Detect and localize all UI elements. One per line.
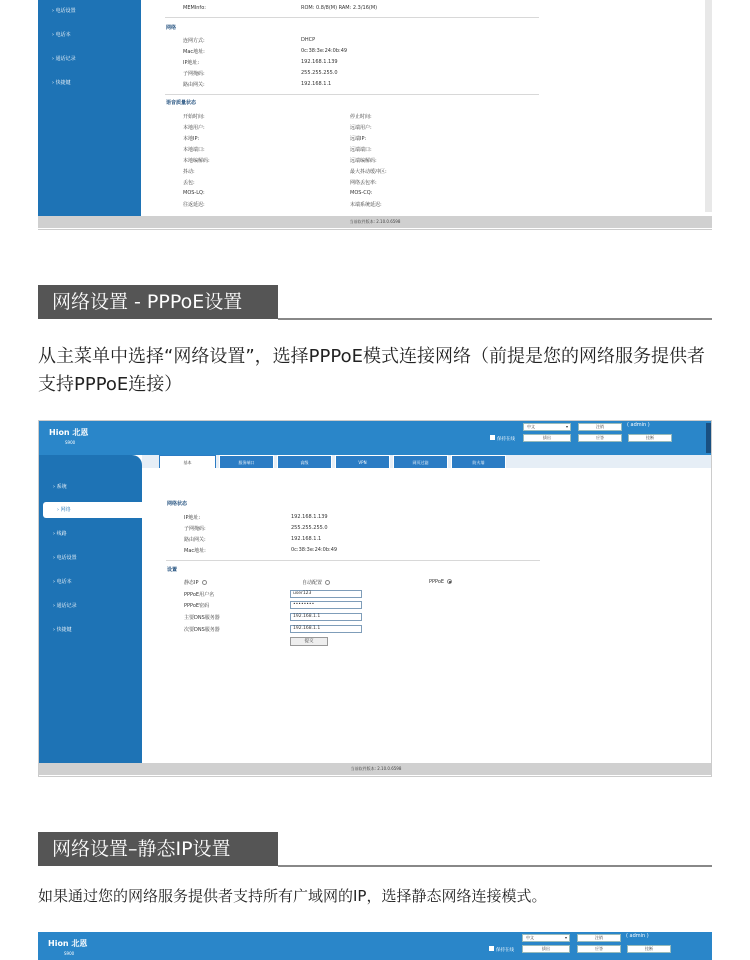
checkbox-icon bbox=[490, 435, 495, 440]
voice-right-label: 远端IP: bbox=[350, 136, 367, 142]
tab-advanced[interactable]: 高级 bbox=[277, 455, 332, 468]
net-label: Mac地址: bbox=[183, 49, 205, 55]
mem-label: MEMInfo: bbox=[183, 5, 206, 11]
tab-service-port[interactable]: 服务端口 bbox=[219, 455, 274, 468]
model-label: S900 bbox=[65, 440, 76, 445]
status-label: IP地址: bbox=[184, 515, 201, 521]
field-label: 主要DNS服务器 bbox=[184, 615, 220, 621]
tab-web-filter[interactable]: 网页过滤 bbox=[393, 455, 448, 468]
network-section-title: 网络 bbox=[166, 25, 177, 31]
voice-right-label: 远端用户: bbox=[350, 125, 372, 131]
sidebar-item-phone-settings[interactable]: › 电话设置 bbox=[53, 555, 77, 561]
voice-right-label: 最大抖动缓冲区: bbox=[350, 169, 387, 175]
status-value: 255.255.255.0 bbox=[291, 525, 328, 531]
radio-icon[interactable] bbox=[325, 580, 330, 585]
voice-left-label: 本地端口: bbox=[183, 147, 205, 153]
keep-online-checkbox[interactable]: 保持在线 bbox=[490, 435, 515, 442]
voice-right-label: 末端系统延迟: bbox=[350, 202, 382, 208]
pppoe-password-input[interactable]: •••••••• bbox=[290, 601, 362, 609]
section-desc-static-ip: 如果通过您的网络服务提供者支持所有广域网的IP，选择静态网络连接模式。 bbox=[38, 887, 547, 905]
section-title-static-ip: 网络设置–静态IP设置 bbox=[38, 832, 278, 866]
hangup-button[interactable]: 挂断 bbox=[628, 434, 672, 442]
sidebar bbox=[39, 455, 142, 763]
status-value: 0c:38:3e:24:0b:49 bbox=[291, 547, 338, 553]
checkbox-icon bbox=[489, 946, 494, 951]
status-value: 192.168.1.1 bbox=[291, 536, 322, 542]
voice-left-label: 往返延迟: bbox=[183, 202, 205, 208]
voice-right-label: 远端编解码: bbox=[350, 158, 377, 164]
status-screenshot bbox=[38, 0, 712, 230]
pppoe-username-input[interactable]: user123 bbox=[290, 590, 362, 598]
voice-right-label: 网络丢包率: bbox=[350, 180, 377, 186]
sidebar-item-call-log[interactable]: › 通话记录 bbox=[52, 56, 76, 62]
status-value: 192.168.1.139 bbox=[291, 514, 328, 520]
version-footer: 当前软件版本: 2.10.0.6598 bbox=[38, 216, 712, 228]
voice-left-label: MOS-LQ: bbox=[183, 190, 205, 196]
section-title-pppoe: 网络设置 - PPPoE设置 bbox=[38, 285, 278, 319]
admin-label: ( admin ) bbox=[627, 422, 650, 428]
net-label: 子网掩码: bbox=[183, 71, 205, 77]
status-label: 路由网关: bbox=[184, 537, 206, 543]
field-label: PPPoE用户名 bbox=[184, 592, 215, 598]
voice-left-label: 本地用户: bbox=[183, 125, 205, 131]
voice-right-label: 停止时间: bbox=[350, 114, 372, 120]
section-title-rule bbox=[278, 865, 712, 867]
settings-title: 设置 bbox=[167, 567, 178, 573]
radio-icon[interactable] bbox=[202, 580, 207, 585]
net-label: IP地址: bbox=[183, 60, 200, 66]
sidebar bbox=[38, 0, 141, 218]
voice-left-label: 本地IP: bbox=[183, 136, 200, 142]
sidebar-item-phonebook[interactable]: › 电话本 bbox=[52, 32, 71, 38]
submit-button[interactable]: 提交 bbox=[290, 637, 328, 646]
voice-right-label: MOS-CQ: bbox=[350, 190, 373, 196]
voice-left-label: 抖动: bbox=[183, 169, 195, 175]
net-value: 0c:38:3e:24:0b:49 bbox=[301, 48, 348, 54]
divider bbox=[166, 560, 540, 561]
status-label: Mac地址: bbox=[184, 548, 206, 554]
brand-logo: Hion 北恩 bbox=[49, 428, 89, 437]
chevron-down-icon: ▾ bbox=[564, 935, 567, 940]
sidebar-item-phonebook[interactable]: › 电话本 bbox=[53, 579, 72, 585]
brand-logo: Hion 北恩 bbox=[48, 939, 88, 948]
answer-button[interactable]: 应答 bbox=[577, 945, 621, 953]
net-value: 255.255.255.0 bbox=[301, 70, 338, 76]
answer-button[interactable]: 应答 bbox=[578, 434, 622, 442]
model-label: S900 bbox=[64, 951, 75, 956]
top-bar bbox=[38, 932, 712, 960]
voice-left-label: 丢包: bbox=[183, 180, 195, 186]
logout-button[interactable]: 注销 bbox=[577, 934, 621, 942]
divider bbox=[165, 17, 539, 18]
section-desc-pppoe: 从主菜单中选择“网络设置”，选择PPPoE模式连接网络（前提是您的网络服务提供者支持PPPoE连接） bbox=[38, 346, 705, 395]
language-select[interactable]: 中文 ▾ bbox=[522, 934, 570, 942]
tab-firewall[interactable]: 防火墙 bbox=[451, 455, 506, 468]
sidebar-item-call-log[interactable]: › 通话记录 bbox=[53, 603, 77, 609]
mode-dhcp-option[interactable]: 自动配置 bbox=[302, 579, 330, 586]
secondary-dns-input[interactable]: 192.168.1.1 bbox=[290, 625, 362, 633]
keep-online-checkbox[interactable]: 保持在线 bbox=[489, 946, 514, 953]
network-status-title: 网络状态 bbox=[167, 501, 188, 507]
logout-button[interactable]: 注销 bbox=[578, 423, 622, 431]
sidebar-item-phone-settings[interactable]: › 电话设置 bbox=[52, 8, 76, 14]
mode-pppoe-option[interactable]: PPPoE bbox=[429, 579, 452, 585]
admin-label: ( admin ) bbox=[626, 933, 649, 939]
radio-selected-icon[interactable] bbox=[447, 579, 452, 584]
net-value: DHCP bbox=[301, 37, 316, 43]
net-value: 192.168.1.1 bbox=[301, 81, 332, 87]
voice-left-label: 开始时间: bbox=[183, 114, 205, 120]
mode-static-option[interactable]: 静态IP bbox=[184, 579, 207, 586]
tab-vpn[interactable]: VPN bbox=[335, 455, 390, 468]
static-ip-screenshot bbox=[38, 932, 712, 960]
chevron-down-icon: ▾ bbox=[565, 424, 568, 429]
hangup-button[interactable]: 挂断 bbox=[627, 945, 671, 953]
divider bbox=[165, 94, 539, 95]
mem-value: ROM: 0.8/8(M) RAM: 2.3/16(M) bbox=[301, 5, 378, 11]
version-footer: 当前软件版本: 2.10.0.6598 bbox=[39, 763, 712, 775]
net-value: 192.168.1.139 bbox=[301, 59, 338, 65]
language-select[interactable]: 中文 ▾ bbox=[523, 423, 571, 431]
sidebar-item-shortcuts[interactable]: › 快捷键 bbox=[52, 80, 71, 86]
primary-dns-input[interactable]: 192.168.1.1 bbox=[290, 613, 362, 621]
voice-left-label: 本地编解码: bbox=[183, 158, 210, 164]
status-label: 子网掩码: bbox=[184, 526, 206, 532]
voice-section-title: 语音质量状态 bbox=[166, 100, 197, 106]
pppoe-screenshot bbox=[38, 420, 712, 777]
sidebar-item-network[interactable]: › 网络 bbox=[43, 502, 142, 518]
side-scroll-edge bbox=[706, 423, 712, 453]
field-label: 次要DNS服务器 bbox=[184, 627, 220, 633]
sidebar-item-system[interactable]: › 系统 bbox=[53, 484, 67, 490]
dialout-button[interactable]: 拔出 bbox=[522, 945, 570, 953]
dialout-button[interactable]: 拔出 bbox=[523, 434, 571, 442]
scrollbar[interactable] bbox=[705, 0, 712, 212]
tab-basic[interactable]: 基本 bbox=[159, 455, 216, 468]
sidebar-item-line[interactable]: › 线路 bbox=[53, 531, 67, 537]
sidebar-item-shortcuts[interactable]: › 快捷键 bbox=[53, 627, 72, 633]
field-label: PPPoE密码 bbox=[184, 603, 210, 609]
top-bar bbox=[39, 421, 712, 455]
net-label: 连网方式: bbox=[183, 38, 205, 44]
net-label: 路由网关: bbox=[183, 82, 205, 88]
voice-right-label: 远端端口: bbox=[350, 147, 372, 153]
section-title-rule bbox=[278, 318, 712, 320]
